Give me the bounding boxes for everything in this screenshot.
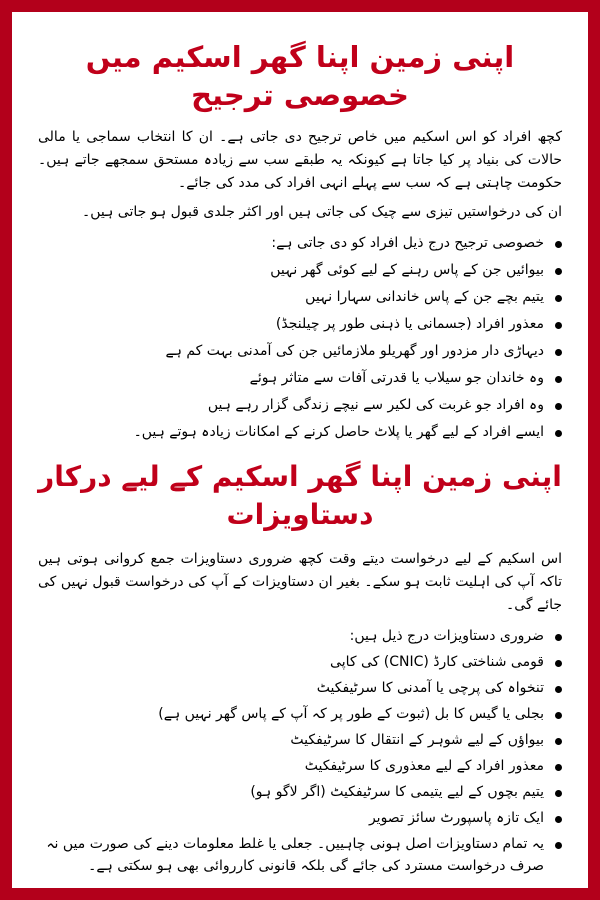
section1-paragraph-2: ان کی درخواستیں تیزی سے چیک کی جاتی ہیں اور اکثر جلدی قبول ہو جاتی ہیں۔ bbox=[82, 204, 562, 220]
section1-paragraph-1: کچھ افراد کو اس اسکیم میں خاص ترجیح دی جاتی ہے۔ ان کا انتخاب سماجی یا مالی حالات کی بنیاد پر کیا جاتا ہے کیونکہ یہ طبقے سب سے زیادہ مستحق سمجھے جاتے ہیں۔ حکومت چاہتی ہے کہ سب سے پہلے انہی افراد کی مدد کی جائے۔ bbox=[38, 129, 562, 191]
list-item: معذور افراد (جسمانی یا ذہنی طور پر چیلنجڈ) bbox=[38, 311, 544, 338]
list-item: وہ خاندان جو سیلاب یا قدرتی آفات سے متاثر ہوئے bbox=[38, 365, 544, 392]
list-item: خصوصی ترجیح درج ذیل افراد کو دی جاتی ہے: bbox=[38, 230, 544, 257]
list-item: بیواؤں کے لیے شوہر کے انتقال کا سرٹیفکیٹ bbox=[38, 727, 544, 753]
section2-paragraph-1: اس اسکیم کے لیے درخواست دیتے وقت کچھ ضروری دستاویزات جمع کروانی ہوتی ہیں تاکہ آپ کی اہلیت ثابت ہو سکے۔ بغیر ان دستاویزات کے آپ کی درخواست قبول نہیں کی جائے گی۔ bbox=[38, 551, 562, 613]
content-area bbox=[24, 24, 576, 876]
list-item: معذور افراد کے لیے معذوری کا سرٹیفکیٹ bbox=[38, 753, 544, 779]
priority-list bbox=[38, 230, 562, 446]
list-item: ایک تازہ پاسپورٹ سائز تصویر bbox=[38, 805, 544, 831]
list-item: یتیم بچوں کے لیے یتیمی کا سرٹیفکیٹ (اگر لاگو ہو) bbox=[38, 779, 544, 805]
section1-title: اپنی زمین اپنا گھر اسکیم میں خصوصی ترجیح bbox=[85, 40, 515, 112]
list-item: ضروری دستاویزات درج ذیل ہیں: bbox=[38, 623, 544, 649]
list-item: وہ افراد جو غربت کی لکیر سے نیچے زندگی گزار رہے ہیں bbox=[38, 392, 544, 419]
list-item: یتیم بچے جن کے پاس خاندانی سہارا نہیں bbox=[38, 284, 544, 311]
list-item: دیہاڑی دار مزدور اور گھریلو ملازمائیں جن کی آمدنی بہت کم ہے bbox=[38, 338, 544, 365]
documents-list bbox=[38, 623, 562, 876]
list-item: ایسے افراد کے لیے گھر یا پلاٹ حاصل کرنے کے امکانات زیادہ ہوتے ہیں۔ bbox=[38, 419, 544, 446]
list-item: بیوائیں جن کے پاس رہنے کے لیے کوئی گھر نہیں bbox=[38, 257, 544, 284]
list-item: بجلی یا گیس کا بل (ثبوت کے طور پر کہ آپ کے پاس گھر نہیں ہے) bbox=[38, 701, 544, 727]
list-item: قومی شناختی کارڈ (CNIC) کی کاپی bbox=[38, 649, 544, 675]
list-item: تنخواہ کی پرچی یا آمدنی کا سرٹیفکیٹ bbox=[38, 675, 544, 701]
section2-title: اپنی زمین اپنا گھر اسکیم کے لیے درکار دستاویزات bbox=[38, 460, 562, 531]
list-item: یہ تمام دستاویزات اصل ہونی چاہییں۔ جعلی یا غلط معلومات دینے کی صورت میں نہ صرف درخواست مسترد کی جائے گی بلکہ قانونی کارروائی بھی ہو سکتی ہے۔ bbox=[38, 831, 544, 876]
